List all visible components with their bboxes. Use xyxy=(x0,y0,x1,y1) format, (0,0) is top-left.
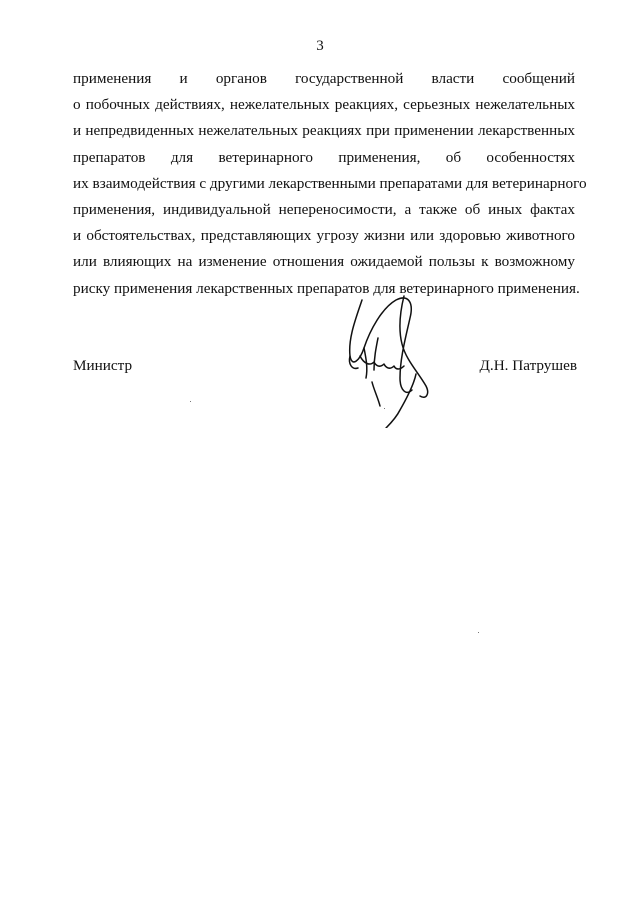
word: и xyxy=(179,70,188,87)
text-line-6: применения, индивидуальной непереносимости, а также об иных фактах xyxy=(73,200,575,218)
text-line-3: и непредвиденных нежелательных реакциях при применении лекарственных xyxy=(73,122,575,140)
text-line-5: их взаимодействия с другими лекарственными препаратами для ветеринарного xyxy=(73,174,587,192)
scan-speck xyxy=(478,632,479,633)
word: для xyxy=(170,148,194,166)
text-line-1 xyxy=(73,66,575,92)
signatory-title: Министр xyxy=(73,357,133,374)
text-line-4 xyxy=(73,145,575,171)
word: власти xyxy=(431,70,475,87)
word: препаратов xyxy=(73,148,146,166)
scan-speck xyxy=(384,408,385,409)
text-line-9: риску применения лекарственных препаратов для ветеринарного применения. xyxy=(73,279,580,297)
word: применения, xyxy=(338,148,421,166)
text-line-2: о побочных действиях, нежелательных реакциях, серьезных нежелательных xyxy=(73,96,575,114)
text-line-8: или влияющих на изменение отношения ожидаемой пользы к возможному xyxy=(73,253,575,271)
word: об xyxy=(445,148,462,166)
signatory-name: Д.Н. Патрушев xyxy=(479,357,577,374)
word: органов xyxy=(215,70,267,87)
word: применения xyxy=(73,70,152,87)
word: особенностях xyxy=(486,148,575,166)
body-text xyxy=(73,66,587,302)
signature-block xyxy=(73,356,577,376)
page-number: 3 xyxy=(316,38,324,54)
handwritten-signature xyxy=(330,278,440,428)
word: сообщений xyxy=(502,70,575,87)
text-line-7: и обстоятельствах, представляющих угрозу жизни или здоровью животного xyxy=(73,227,575,245)
word: ветеринарного xyxy=(218,148,313,166)
word: государственной xyxy=(295,70,404,87)
scan-speck xyxy=(190,401,191,402)
